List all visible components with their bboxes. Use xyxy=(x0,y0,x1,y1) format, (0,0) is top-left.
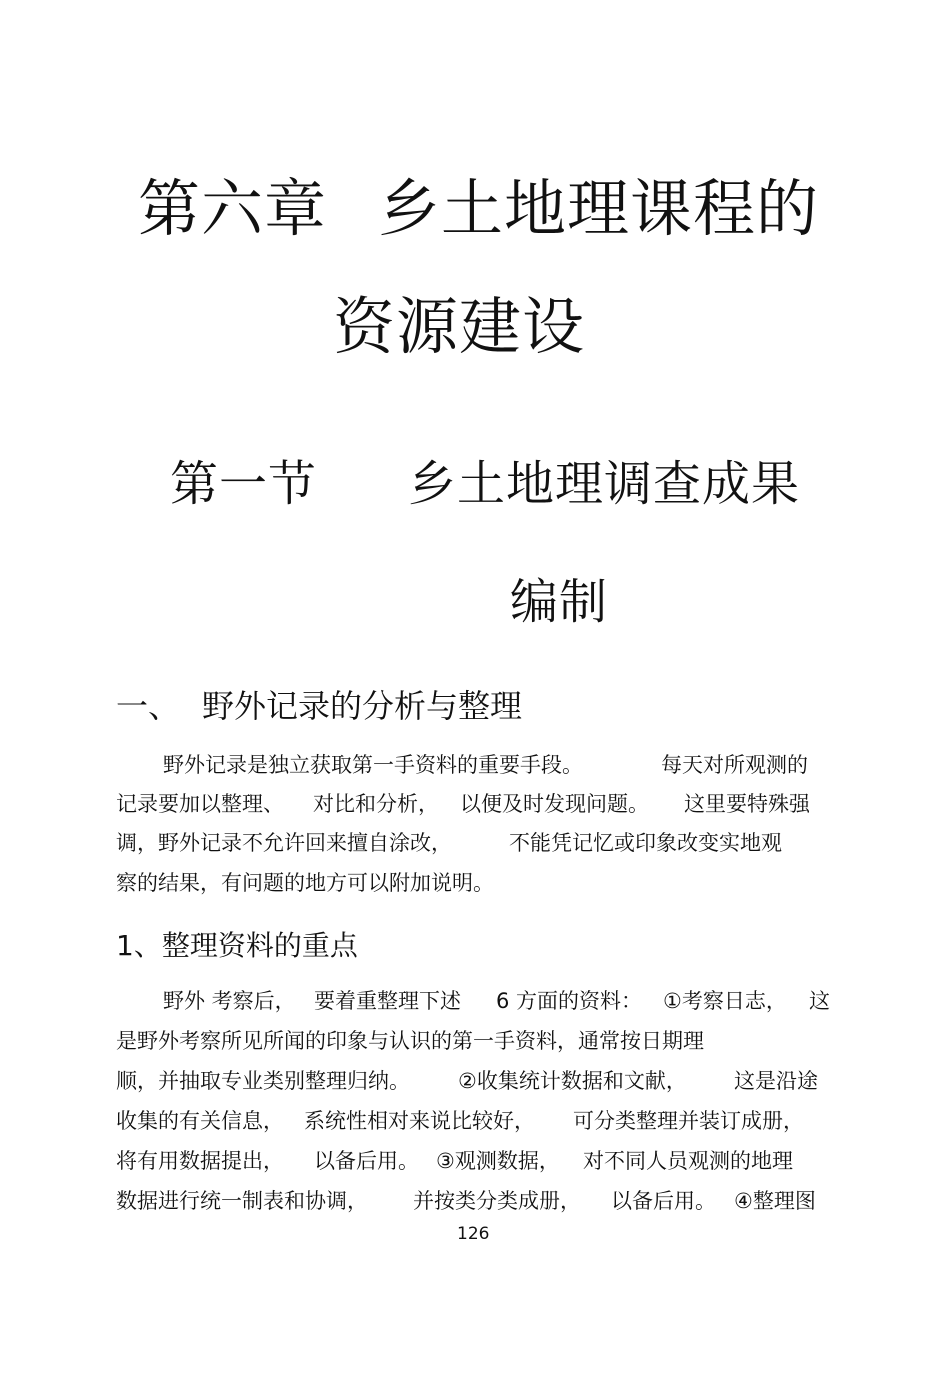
text-line: 以备后用。 xyxy=(314,1149,419,1173)
text-line: 记录要加以整理、 xyxy=(116,792,284,816)
heading-text: 野外记录的分析与整理 xyxy=(202,687,523,725)
page-number: 126 xyxy=(457,1224,490,1244)
text-line: ③观测数据， xyxy=(436,1149,560,1173)
text-line: 可分类整理并装订成册， xyxy=(573,1109,804,1133)
text-line: 对比和分析， xyxy=(313,792,439,816)
text-line: 野外记录是独立获取第一手资料的重要手段。 xyxy=(163,753,583,777)
text-line: ④整理图 xyxy=(734,1189,816,1213)
text-line: 以备后用。 xyxy=(611,1189,716,1213)
text-line: 野外 考察后， xyxy=(163,989,296,1013)
text-line: 是野外考察所见所闻的印象与认识的第一手资料，通常按日期理 xyxy=(116,1029,704,1053)
text-line: 这是沿途 xyxy=(734,1069,818,1093)
subheading: 1、整理资料的重点 xyxy=(116,929,358,962)
text-line: 察的结果，有问题的地方可以附加说明。 xyxy=(116,871,494,895)
text-line: 收集的有关信息， xyxy=(116,1109,284,1133)
text-line: ①考察日志， xyxy=(663,989,787,1013)
text-line: 顺，并抽取专业类别整理归纳。 xyxy=(116,1069,410,1093)
text-line: 以便及时发现问题。 xyxy=(460,792,649,816)
text-line: 对不同人员观测的地理 xyxy=(583,1149,793,1173)
text-line: 6 方面的资料： xyxy=(496,989,643,1013)
text-line: 并按类分类成册， xyxy=(413,1189,581,1213)
text-line: 调，野外记录不允许回来擅自涂改， xyxy=(116,831,452,855)
section-title-continued: 编制 xyxy=(510,574,609,630)
heading-number: 一、 xyxy=(116,687,181,725)
text-line: 每天对所观测的 xyxy=(661,753,808,777)
chapter-title-number: 第六章 xyxy=(138,172,328,245)
text-line: 数据进行统一制表和协调， xyxy=(116,1189,368,1213)
text-line: 将有用数据提出， xyxy=(116,1149,284,1173)
text-line: 要着重整理下述 xyxy=(314,989,461,1013)
text-line: 系统性相对来说比较好， xyxy=(304,1109,535,1133)
text-line: 不能凭记忆或印象改变实地观 xyxy=(509,831,782,855)
text-line: 这 xyxy=(809,989,830,1013)
text-line: 这里要特殊强 xyxy=(684,792,810,816)
section-title-text: 乡土地理调查成果 xyxy=(408,456,801,512)
text-line: ②收集统计数据和文献， xyxy=(458,1069,687,1093)
chapter-title-continued: 资源建设 xyxy=(333,290,586,363)
chapter-title-text: 乡土地理课程的 xyxy=(378,172,820,245)
section-title-number: 第一节 xyxy=(170,456,318,512)
